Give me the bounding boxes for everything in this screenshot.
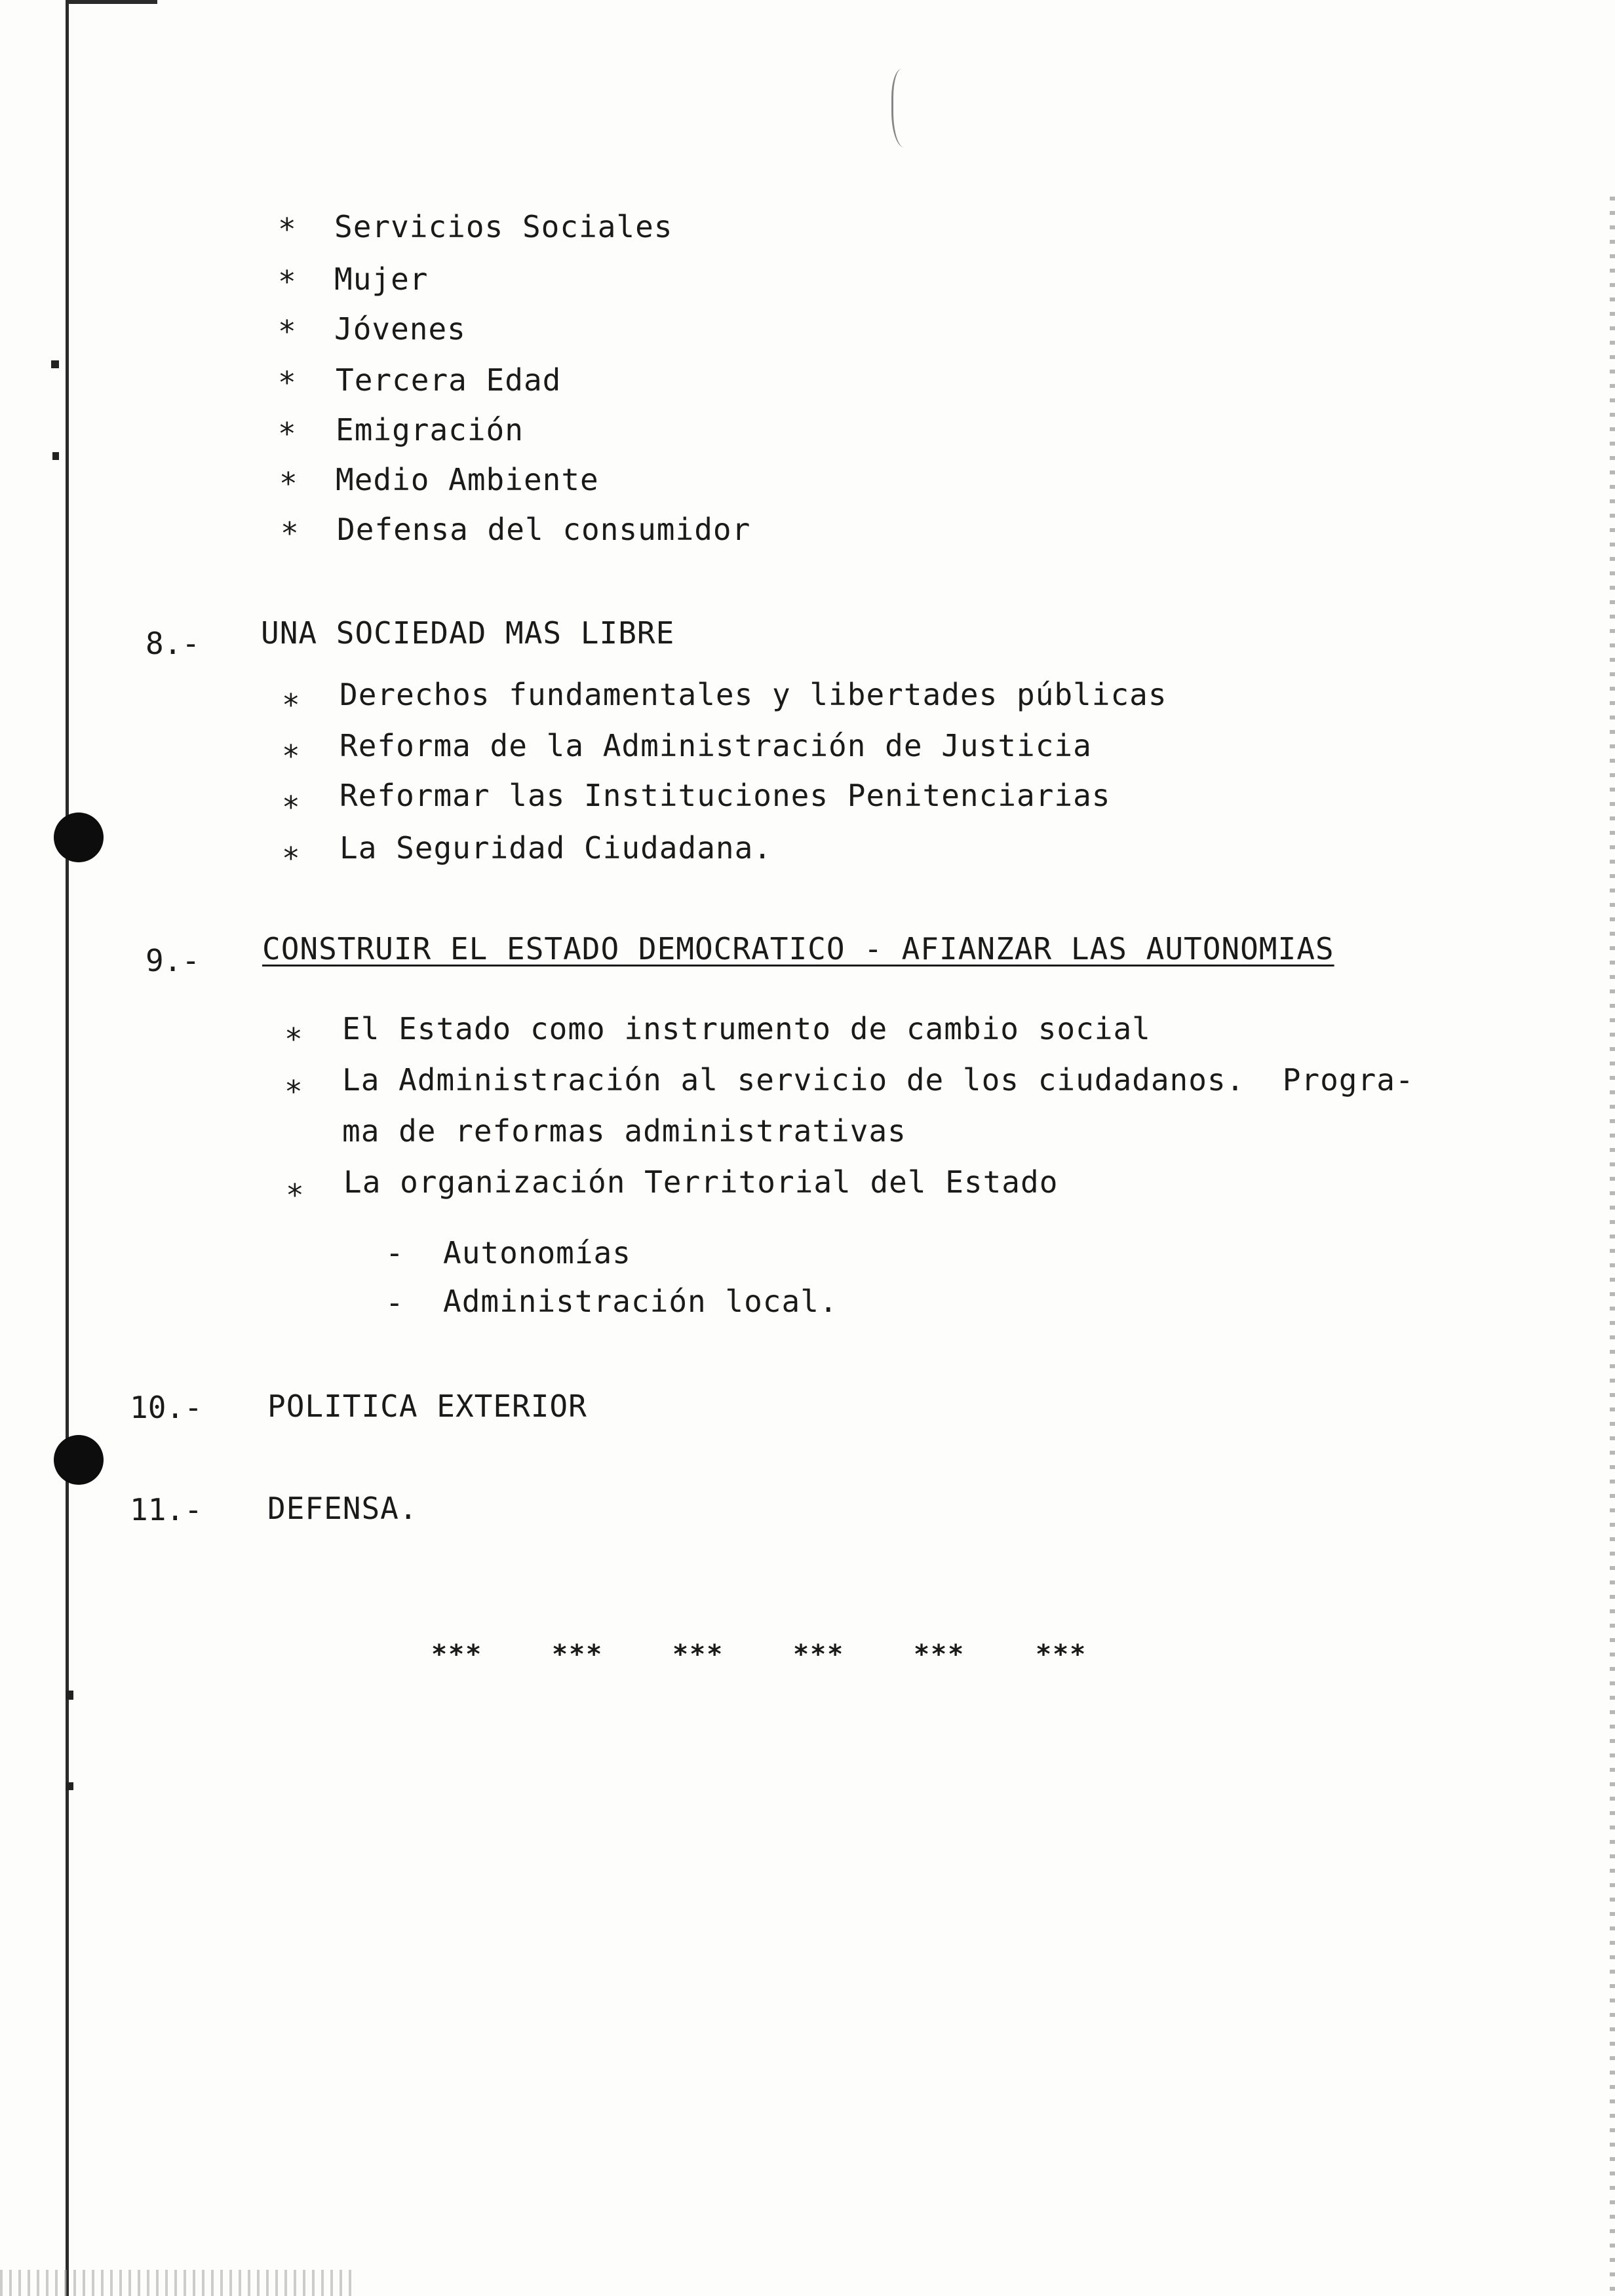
scan-bottom-edge-noise [0,2270,354,2296]
bullet-marker: * [282,790,300,825]
scan-top-edge [66,0,157,4]
bullet-marker: * [282,841,300,876]
section-number: 11.- [130,1492,203,1527]
section-number: 10.- [130,1390,203,1425]
list-item: La Seguridad Ciudadana. [340,830,772,866]
list-item: Derechos fundamentales y libertades públicas [340,677,1167,712]
scan-left-border [66,0,69,2296]
handwritten-margin-mark [891,69,920,147]
punch-hole-lower [54,1435,104,1485]
bullet-marker: * [282,687,300,723]
punch-hole-upper [54,813,104,862]
section-title: UNA SOCIEDAD MAS LIBRE [261,615,675,651]
separator-stars: *** [672,1639,724,1670]
sub-list-item: Autonomías [443,1235,631,1271]
bullet-marker: * [279,466,298,501]
separator-stars: *** [914,1639,965,1670]
list-item: Reformar las Instituciones Penitenciarias [340,778,1111,813]
scan-speck [66,1782,73,1790]
list-item: Tercera Edad [336,362,562,398]
bullet-marker: * [284,1074,303,1109]
separator-stars: *** [431,1639,483,1670]
scan-right-edge-noise [1610,197,1615,2293]
bullet-marker: * [281,516,299,551]
bullet-marker: * [282,738,300,774]
list-item: La Administración al servicio de los ciudadanos. Progra- [342,1062,1414,1098]
section-number: 9.- [146,943,201,978]
section-number: 8.- [146,626,201,661]
bullet-marker: * [286,1177,304,1213]
section-title: CONSTRUIR EL ESTADO DEMOCRATICO - AFIANZAR LAS AUTONOMIAS [262,931,1334,966]
bullet-marker: * [284,1022,303,1057]
list-item: Defensa del consumidor [337,512,751,547]
bullet-marker: * [278,416,296,451]
list-item: Emigración [336,412,524,448]
separator-stars: *** [552,1639,604,1670]
scan-speck [52,452,59,460]
list-item: La organización Territorial del Estado [343,1164,1059,1200]
section-title: DEFENSA. [267,1491,418,1526]
list-item-continuation: ma de reformas administrativas [342,1113,906,1149]
bullet-marker: * [278,212,296,247]
list-item: Medio Ambiente [336,462,599,497]
bullet-marker: * [278,264,296,299]
dash-marker: - [385,1285,404,1320]
sub-list-item: Administración local. [443,1284,838,1319]
list-item: El Estado como instrumento de cambio social [342,1011,1151,1046]
section-title: POLITICA EXTERIOR [267,1388,587,1424]
list-item: Reforma de la Administración de Justicia [340,728,1092,763]
separator-stars: *** [793,1639,845,1670]
scan-speck [66,1691,73,1700]
separator-stars: *** [1036,1639,1087,1670]
dash-marker: - [385,1235,404,1271]
list-item: Mujer [334,261,429,297]
list-item: Jóvenes [334,311,466,347]
list-item: Servicios Sociales [334,209,673,244]
scan-speck [51,360,59,368]
bullet-marker: * [278,365,296,400]
bullet-marker: * [278,314,296,349]
